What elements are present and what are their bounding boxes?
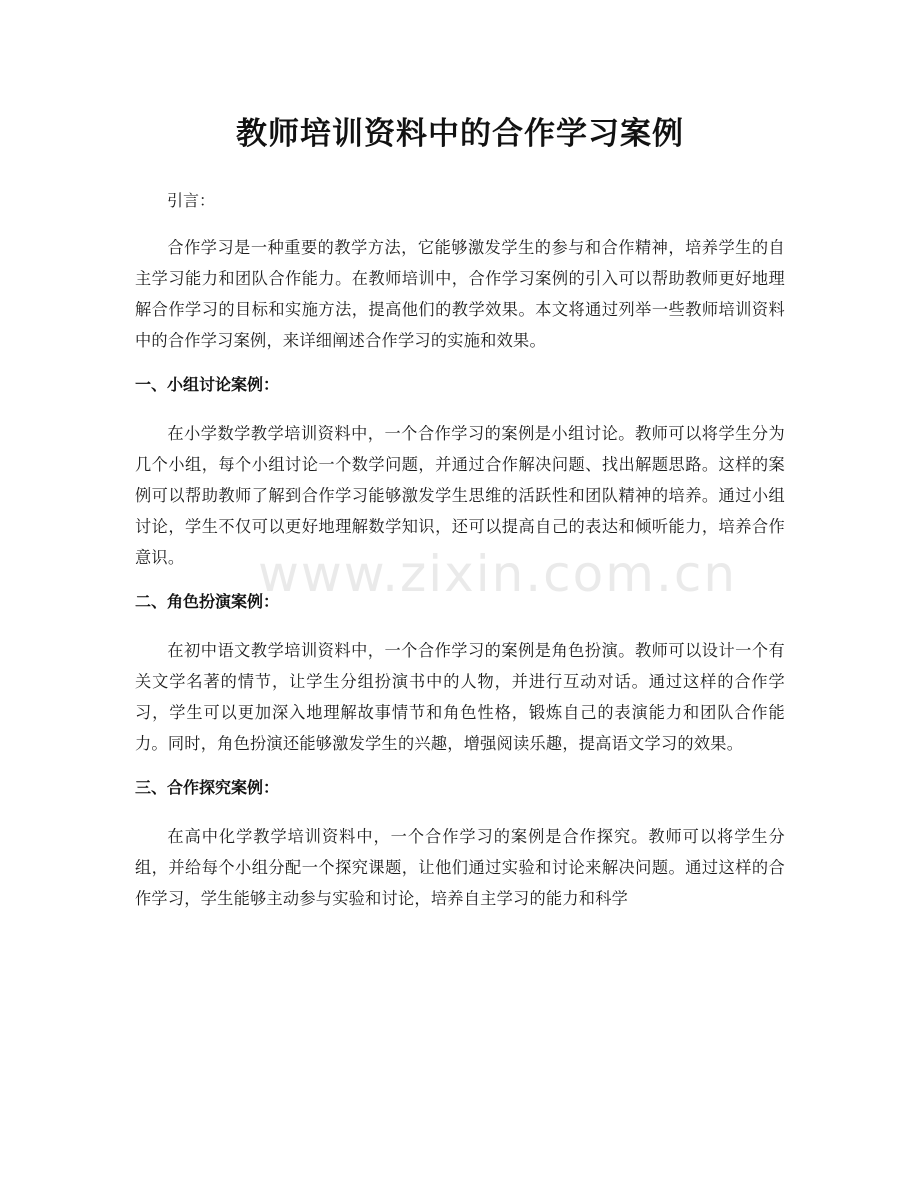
document-body [135,184,785,928]
section-heading-group-discussion: 一、小组讨论案例： [135,375,280,394]
section-heading-cooperative-inquiry: 三、合作探究案例： [135,778,280,797]
section-heading-role-play: 二、角色扮演案例： [135,592,280,611]
section-paragraph-group-discussion: 在小学数学教学培训资料中，一个合作学习的案例是小组讨论。教师可以将学生分为几个小组，每个小组讨论一个数学问题，并通过合作解决问题、找出解题思路。这样的案例可以帮助教师了解到合作学习能够激发学生思维的活跃性和团队精神的培养。通过小组讨论，学生不仅可以更好地理解数学知识，还可以提高自己的表达和倾听能力，培养合作意识。 [135,424,785,567]
intro-label: 引言： [167,191,216,210]
section-paragraph-role-play: 在初中语文教学培训资料中，一个合作学习的案例是角色扮演。教师可以设计一个有关文学名著的情节，让学生分组扮演书中的人物，并进行互动对话。通过这样的合作学习，学生可以更加深入地理解故事情节和角色性格，锻炼自己的表演能力和团队合作能力。同时，角色扮演还能够激发学生的兴趣，增强阅读乐趣，提高语文学习的效果。 [135,641,785,753]
document-title: 教师培训资料中的合作学习案例 [236,116,684,152]
intro-paragraph: 合作学习是一种重要的教学方法，它能够激发学生的参与和合作精神，培养学生的自主学习能力和团队合作能力。在教师培训中，合作学习案例的引入可以帮助教师更好地理解合作学习的目标和实施方法，提高他们的教学效果。本文将通过列举一些教师培训资料中的合作学习案例，来详细阐述合作学习的实施和效果。 [135,238,785,350]
watermark: www.zixin.com.cn [258,545,738,603]
section-paragraph-cooperative-inquiry: 在高中化学教学培训资料中，一个合作学习的案例是合作探究。教师可以将学生分组，并给每个小组分配一个探究课题，让他们通过实验和讨论来解决问题。通过这样的合作学习，学生能够主动参与实验和讨论，培养自主学习的能力和科学 [135,827,785,908]
